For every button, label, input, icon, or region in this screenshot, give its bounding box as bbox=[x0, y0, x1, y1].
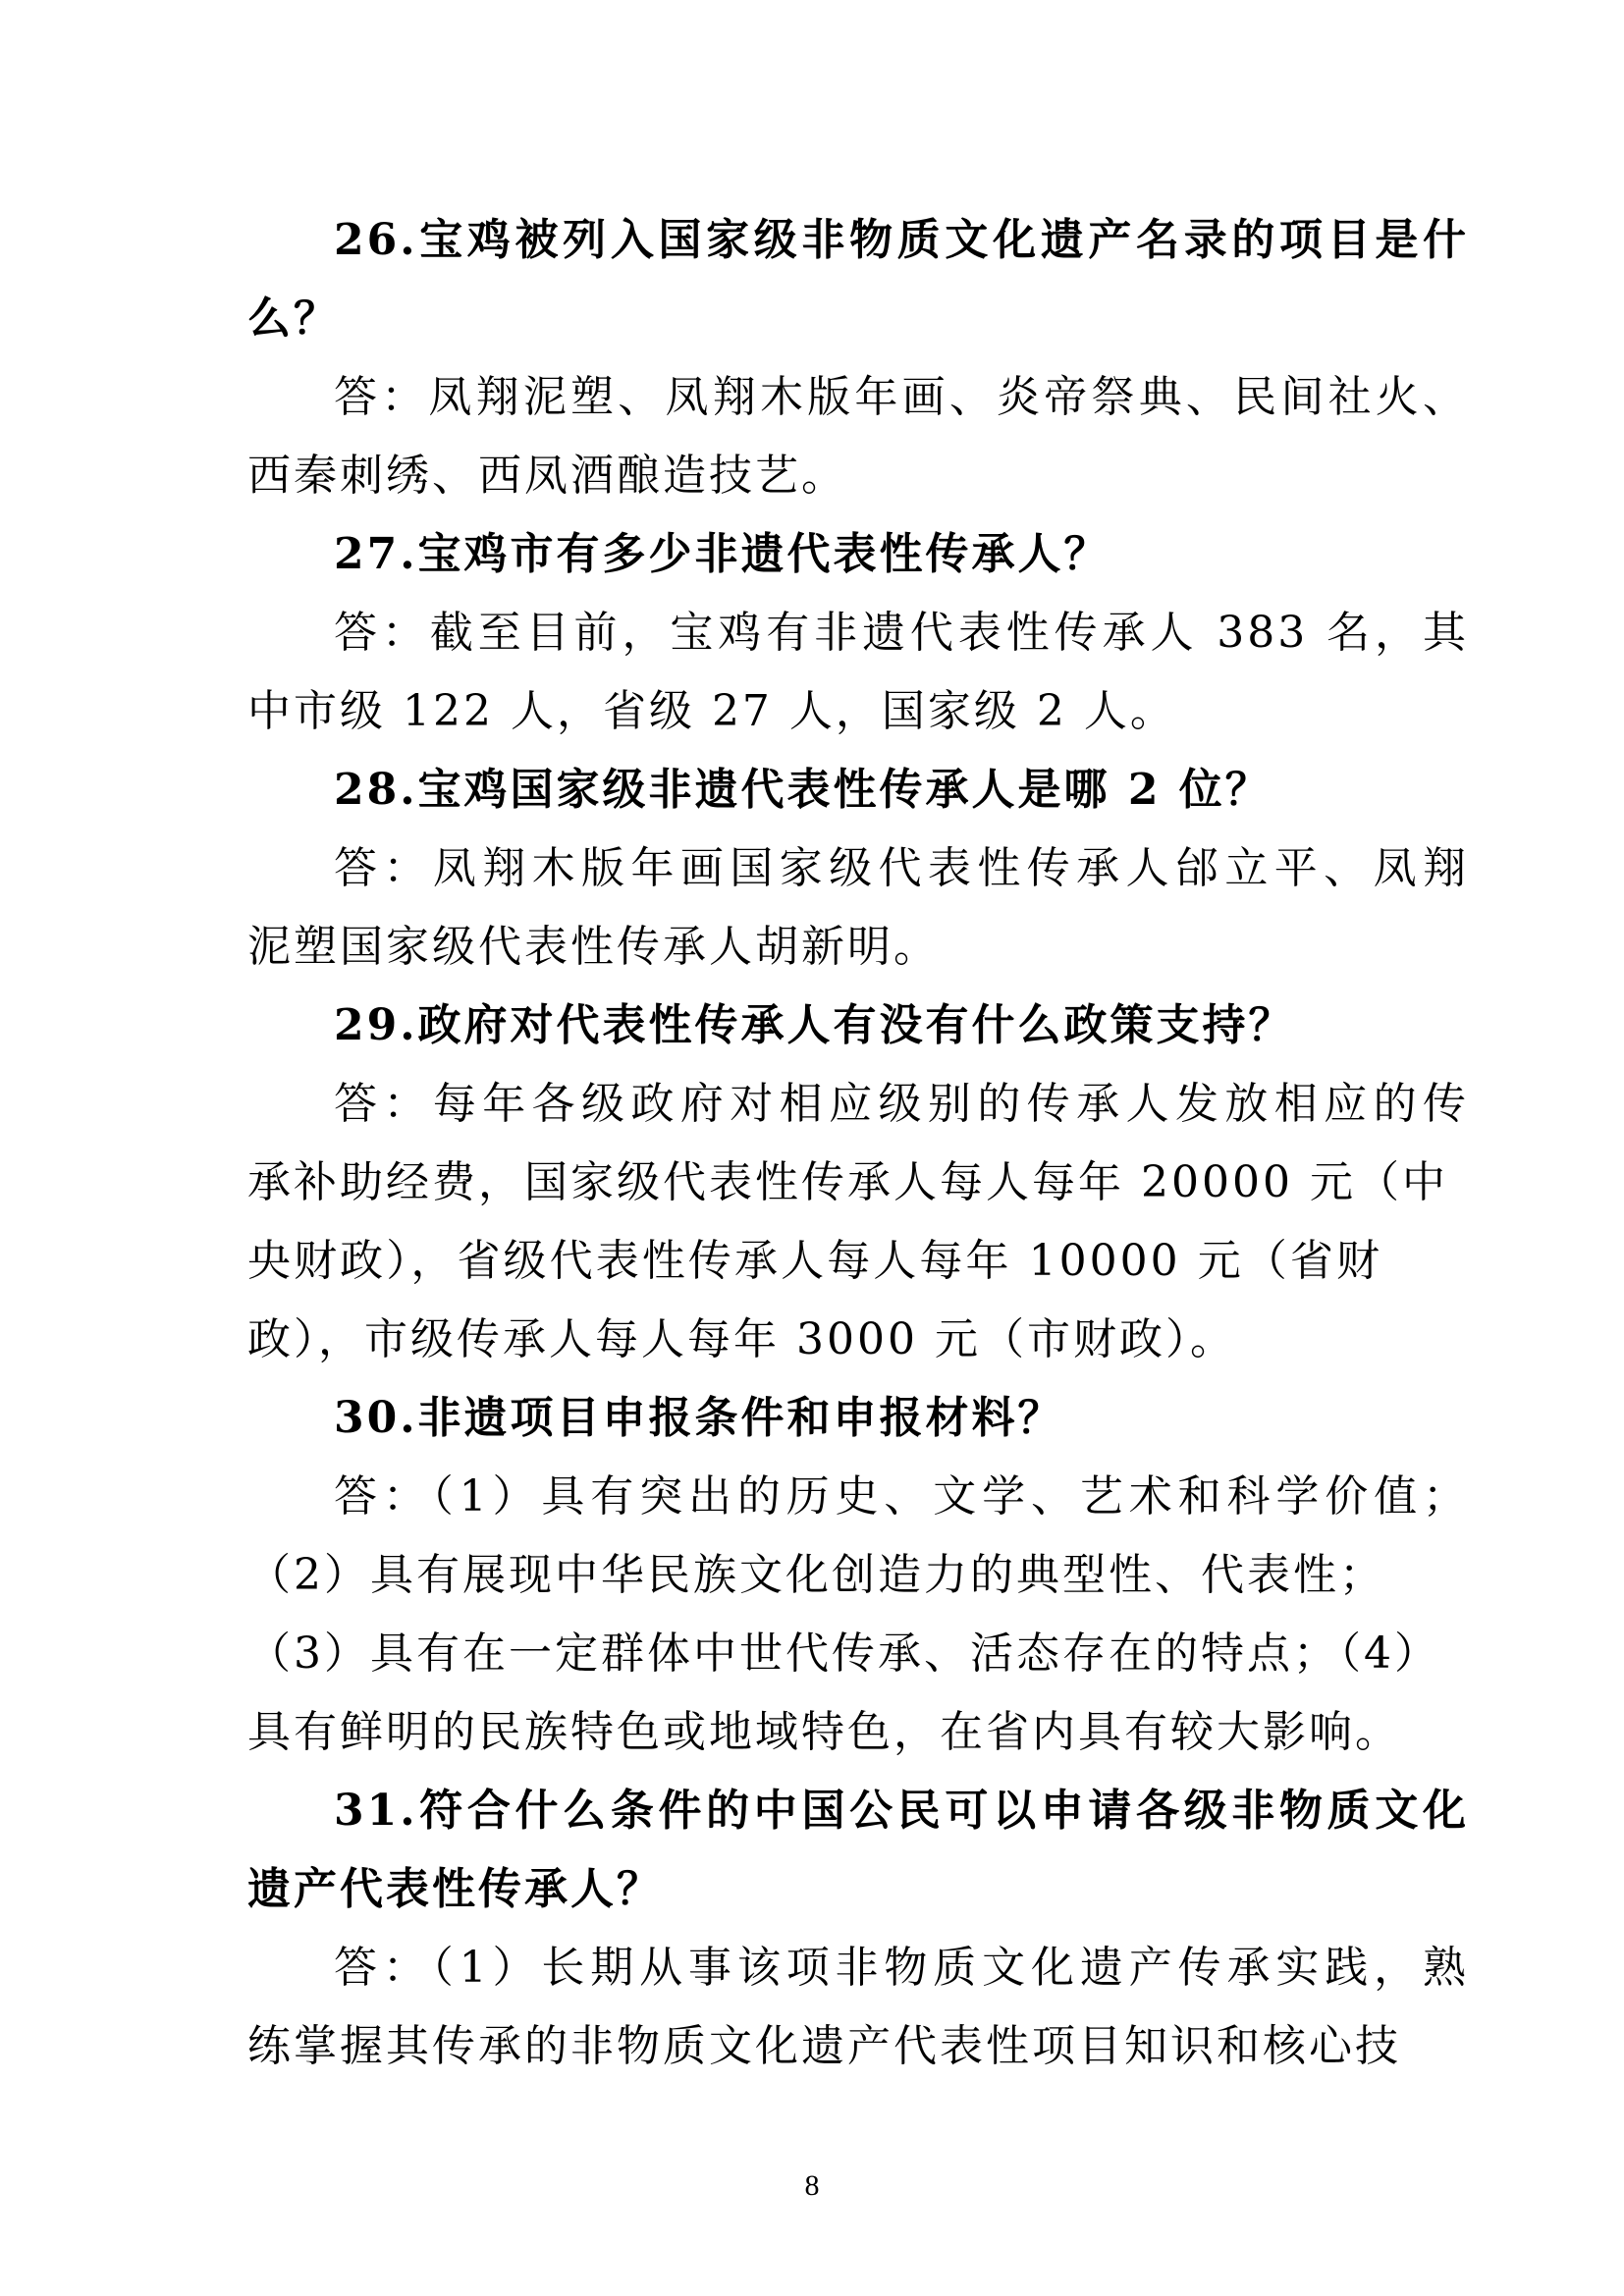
answer-31-line-2: 练掌握其传承的非物质文化遗产代表性项目知识和核心技 bbox=[247, 2021, 1401, 2071]
question-28-line-1: 28.宝鸡国家级非遗代表性传承人是哪 2 位？ bbox=[334, 765, 1272, 815]
answer-29-line-3: 央财政），省级代表性传承人每人每年 10000 元（省财 bbox=[247, 1236, 1382, 1286]
answer-29-line-1: 答：每年各级政府对相应级别的传承人发放相应的传 bbox=[334, 1079, 1469, 1129]
answer-28-line-2: 泥塑国家级代表性传承人胡新明。 bbox=[247, 922, 940, 972]
answer-29-line-2: 承补助经费，国家级代表性传承人每人每年 20000 元（中 bbox=[247, 1157, 1448, 1207]
answer-30-line-1: 答：（1）具有突出的历史、文学、艺术和科学价值； bbox=[334, 1471, 1469, 1522]
answer-26-line-2: 西秦刺绣、西凤酒酿造技艺。 bbox=[247, 451, 847, 501]
answer-30-line-3: （3）具有在一定群体中世代传承、活态存在的特点；（4） bbox=[247, 1629, 1440, 1679]
question-26-line-1: 26.宝鸡被列入国家级非物质文化遗产名录的项目是什 bbox=[334, 215, 1469, 265]
page-number: 8 bbox=[804, 2169, 820, 2202]
question-30-line-1: 30.非遗项目申报条件和申报材料？ bbox=[334, 1393, 1064, 1443]
answer-29-line-4: 政），市级传承人每人每年 3000 元（市财政）。 bbox=[247, 1314, 1236, 1364]
question-31-line-2: 遗产代表性传承人？ bbox=[247, 1864, 663, 1914]
answer-31-line-1: 答：（1）长期从事该项非物质文化遗产传承实践，熟 bbox=[334, 1943, 1469, 1993]
answer-26-line-1: 答：凤翔泥塑、凤翔木版年画、炎帝祭典、民间社火、 bbox=[334, 372, 1469, 422]
question-26-line-2: 么？ bbox=[247, 294, 340, 344]
answer-30-line-2: （2）具有展现中华民族文化创造力的典型性、代表性； bbox=[247, 1550, 1385, 1600]
answer-27-line-2: 中市级 122 人，省级 27 人，国家级 2 人。 bbox=[247, 686, 1176, 736]
answer-27-line-1: 答：截至目前，宝鸡有非遗代表性传承人 383 名，其 bbox=[334, 608, 1469, 658]
question-27-line-1: 27.宝鸡市有多少非遗代表性传承人？ bbox=[334, 529, 1110, 579]
question-29-line-1: 29.政府对代表性传承人有没有什么政策支持？ bbox=[334, 1000, 1295, 1050]
answer-30-line-4: 具有鲜明的民族特色或地域特色，在省内具有较大影响。 bbox=[247, 1707, 1401, 1757]
answer-28-line-1: 答：凤翔木版年画国家级代表性传承人邰立平、凤翔 bbox=[334, 843, 1469, 893]
question-31-line-1: 31.符合什么条件的中国公民可以申请各级非物质文化 bbox=[334, 1786, 1469, 1836]
